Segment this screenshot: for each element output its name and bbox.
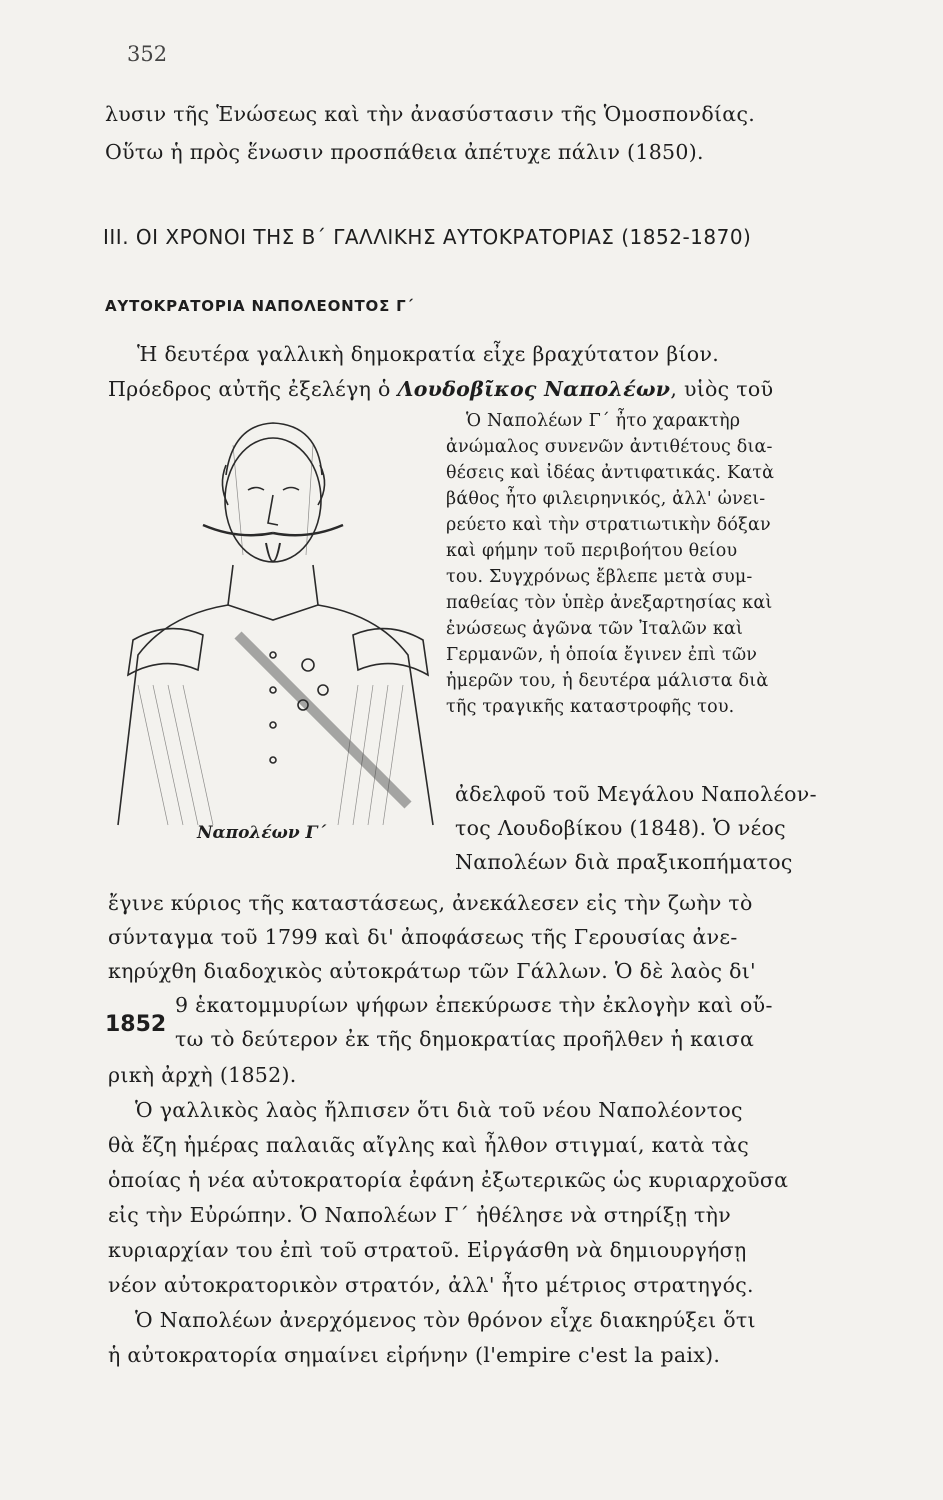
body-line-4: ρικὴ ἀρχὴ (1852). bbox=[108, 1063, 297, 1087]
side-line-4: βάθος ἦτο φιλειρηνικός, ἀλλ' ὠνει- bbox=[446, 489, 766, 509]
side-line-11: ἡμερῶν του, ἡ δευτέρα μάλιστα διὰ bbox=[446, 671, 769, 691]
side-line-9: ἑνώσεως ἀγῶνα τῶν Ἰταλῶν καὶ bbox=[446, 619, 744, 639]
side-line-8: παθείας τὸν ὑπὲρ ἀνεξαρτησίας καὶ bbox=[446, 593, 773, 613]
side-line-7: του. Συγχρόνως ἔβλεπε μετὰ συμ- bbox=[446, 567, 753, 587]
body-line-10: νέον αὐτοκρατορικὸν στρατόν, ἀλλ' ἦτο μέτριος στρατηγός. bbox=[108, 1273, 754, 1297]
section-heading: III. ΟΙ ΧΡΟΝΟΙ ΤΗΣ Β΄ ΓΑΛΛΙΚΗΣ ΑΥΤΟΚΡΑΤΟΡΙΑΣ (1852-1870) bbox=[103, 225, 752, 249]
side-line-1: Ὁ Ναπολέων Γ΄ ἦτο χαρακτὴρ bbox=[466, 411, 741, 431]
side-line-6: καὶ φήμην τοῦ περιβοήτου θείου bbox=[446, 541, 738, 561]
indented-line-1: 9 ἑκατομμυρίων ψήφων ἐπεκύρωσε τὴν ἐκλογὴν καὶ οὔ- bbox=[175, 993, 773, 1017]
body-line-8: εἰς τὴν Εὐρώπην. Ὁ Ναπολέων Γ΄ ἠθέλησε νὰ στηρίξῃ τὴν bbox=[108, 1203, 731, 1227]
body-line-2: σύνταγμα τοῦ 1799 καὶ δι' ἀποφάσεως τῆς Γερουσίας ἀνε- bbox=[108, 925, 738, 949]
intro-line-2: Οὕτω ἡ πρὸς ἕνωσιν προσπάθεια ἀπέτυχε πάλιν (1850). bbox=[105, 140, 704, 164]
body-line-12: ἡ αὐτοκρατορία σημαίνει εἰρήνην (l'empire c'est la paix). bbox=[108, 1343, 721, 1367]
side-line-12: τῆς τραγικῆς καταστροφῆς του. bbox=[446, 697, 735, 717]
portrait-caption: Ναπολέων Γ΄ bbox=[197, 823, 327, 843]
side-line-10: Γερμανῶν, ἡ ὁποία ἔγινεν ἐπὶ τῶν bbox=[446, 645, 758, 665]
side-line-5: ρεύετο καὶ τὴν στρατιωτικὴν δόξαν bbox=[446, 515, 771, 535]
subheading: ΑΥΤΟΚΡΑΤΟΡΙΑ ΝΑΠΟΛΕΟΝΤΟΣ Γ΄ bbox=[105, 297, 414, 315]
body-line-1: ἔγινε κύριος τῆς καταστάσεως, ἀνεκάλεσεν εἰς τὴν ζωὴν τὸ bbox=[108, 891, 753, 915]
body-line-5: Ὁ γαλλικὸς λαὸς ἤλπισεν ὅτι διὰ τοῦ νέου Ναπολέοντος bbox=[135, 1098, 743, 1122]
body-line-9: κυριαρχίαν του ἐπὶ τοῦ στρατοῦ. Εἰργάσθη νὰ δημιουργήσῃ bbox=[108, 1238, 747, 1262]
intro-line-1: λυσιν τῆς Ἑνώσεως καὶ τὴν ἀνασύστασιν τῆς Ὁμοσπονδίας. bbox=[105, 102, 756, 126]
side-line-2: ἀνώμαλος συνενῶν ἀντιθέτους δια- bbox=[446, 437, 773, 457]
cont-line-2: τος Λουδοβίκου (1848). Ὁ νέος bbox=[455, 816, 786, 840]
para1-line2: Πρόεδρος αὐτῆς ἐξελέγη ὁ Λουδοβῖκος Ναπολέων, υἱὸς τοῦ bbox=[108, 377, 774, 401]
body-line-11: Ὁ Ναπολέων ἀνερχόμενος τὸν θρόνον εἶχε διακηρύξει ὅτι bbox=[135, 1308, 756, 1332]
body-line-6: θὰ ἔζη ἡμέρας παλαιᾶς αἴγλης καὶ ἦλθον στιγμαί, κατὰ τὰς bbox=[108, 1133, 749, 1157]
person-name: Λουδοβῖκος Ναπολέων bbox=[397, 377, 671, 401]
side-line-3: θέσεις καὶ ἰδέας ἀντιφατικάς. Κατὰ bbox=[446, 463, 775, 483]
cont-line-3: Ναπολέων διὰ πραξικοπήματος bbox=[455, 850, 793, 874]
para1-line1: Ἡ δευτέρα γαλλικὴ δημοκρατία εἶχε βραχύτατον βίον. bbox=[137, 342, 720, 366]
body-line-3: κηρύχθη διαδοχικὸς αὐτοκράτωρ τῶν Γάλλων. Ὁ δὲ λαὸς δι' bbox=[108, 959, 756, 983]
body-line-7: ὁποίας ἡ νέα αὐτοκρατορία ἐφάνη ἐξωτερικῶς ὡς κυριαρχοῦσα bbox=[108, 1168, 789, 1192]
page-number: 352 bbox=[127, 42, 168, 66]
cont-line-1: ἀδελφοῦ τοῦ Μεγάλου Ναπολέον- bbox=[455, 782, 817, 806]
napoleon-iii-portrait bbox=[108, 405, 448, 835]
margin-year: 1852 bbox=[105, 1012, 167, 1037]
indented-line-2: τω τὸ δεύτερον ἐκ τῆς δημοκρατίας προῆλθεν ἡ καισα bbox=[175, 1027, 755, 1051]
